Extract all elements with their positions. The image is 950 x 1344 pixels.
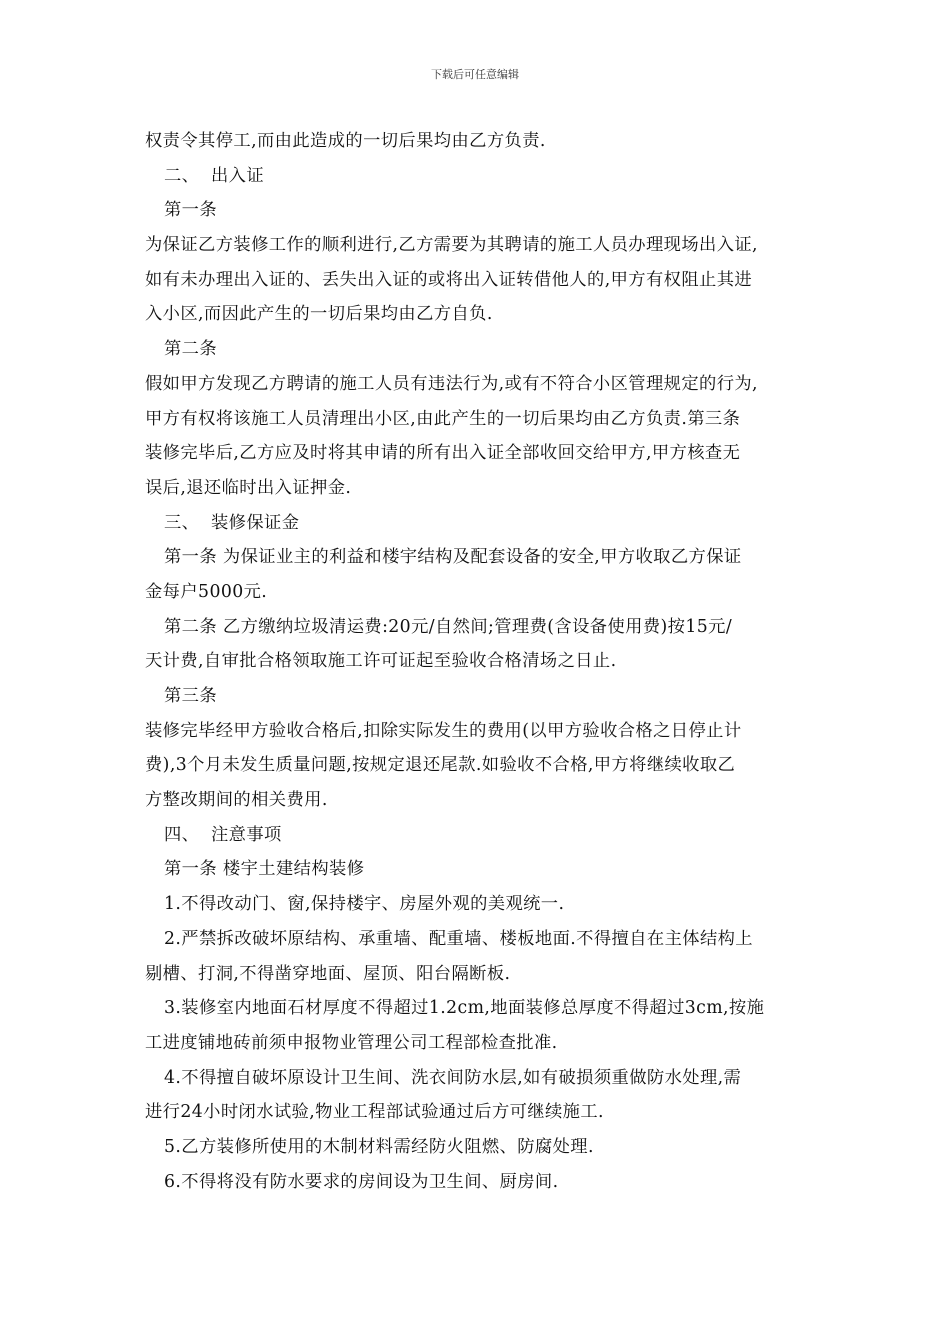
paragraph-line: 方整改期间的相关费用. <box>145 790 328 811</box>
article-heading: 第二条 <box>164 339 218 360</box>
document-body <box>145 124 815 1199</box>
paragraph-line: 误后,退还临时出入证押金. <box>145 477 352 498</box>
list-item: 4.不得擅自破坏原设计卫生间、洗衣间防水层,如有破损须重做防水处理,需 <box>164 1067 742 1088</box>
section-number: 四、 <box>164 824 200 845</box>
article-heading: 第三条 <box>164 686 218 706</box>
section-heading <box>145 818 815 853</box>
paragraph-line: 入小区,而因此产生的一切后果均由乙方自负. <box>145 304 493 325</box>
section-title: 装修保证金 <box>211 512 300 533</box>
paragraph-line: 进行24小时闭水试验,物业工程部试验通过后方可继续施工. <box>145 1102 604 1123</box>
paragraph-line: 工进度铺地砖前须申报物业管理公司工程部检查批准. <box>145 1032 558 1053</box>
list-item: 3.装修室内地面石材厚度不得超过1.2cm,地面装修总厚度不得超过3cm,按施 <box>164 998 765 1019</box>
section-heading <box>145 159 815 194</box>
paragraph-line: 剔槽、打洞,不得凿穿地面、屋顶、阳台隔断板. <box>145 963 511 984</box>
paragraph-line: 甲方有权将该施工人员清理出小区,由此产生的一切后果均由乙方负责.第三条 <box>145 408 741 429</box>
section-title: 注意事项 <box>211 824 282 845</box>
paragraph-line: 装修完毕后,乙方应及时将其申请的所有出入证全部收回交给甲方,甲方核查无 <box>145 443 741 464</box>
article-heading: 第一条 楼宇土建结构装修 <box>164 859 365 880</box>
paragraph-line: 第二条 乙方缴纳垃圾清运费:20元/自然间;管理费(含设备使用费)按15元/ <box>164 616 733 637</box>
section-number: 三、 <box>164 512 200 533</box>
paragraph-line: 如有未办理出入证的、丢失出入证的或将出入证转借他人的,甲方有权阻止其进 <box>145 269 753 290</box>
page-header: 下载后可任意编辑 <box>431 68 519 81</box>
section-title: 出入证 <box>211 165 265 186</box>
list-item: 6.不得将没有防水要求的房间设为卫生间、厨房间. <box>164 1171 559 1192</box>
paragraph-line: 假如甲方发现乙方聘请的施工人员有违法行为,或有不符合小区管理规定的行为, <box>145 373 758 394</box>
article-heading: 第一条 <box>164 200 218 221</box>
list-item: 1.不得改动门、窗,保持楼宇、房屋外观的美观统一. <box>164 894 565 915</box>
list-item: 2.严禁拆改破坏原结构、承重墙、配重墙、楼板地面.不得擅自在主体结构上 <box>164 928 753 949</box>
paragraph-line: 权责令其停工,而由此造成的一切后果均由乙方负责. <box>145 131 546 151</box>
section-number: 二、 <box>164 165 200 186</box>
paragraph-line: 费),3个月未发生质量问题,按规定退还尾款.如验收不合格,甲方将继续收取乙 <box>145 755 736 776</box>
paragraph-line: 金每户5000元. <box>145 581 268 602</box>
list-item: 5.乙方装修所使用的木制材料需经防火阻燃、防腐处理. <box>164 1136 594 1157</box>
paragraph-line: 为保证乙方装修工作的顺利进行,乙方需要为其聘请的施工人员办理现场出入证, <box>145 235 758 256</box>
paragraph-line: 第一条 为保证业主的利益和楼宇结构及配套设备的安全,甲方收取乙方保证 <box>164 547 742 568</box>
section-heading <box>145 506 815 541</box>
paragraph-line: 装修完毕经甲方验收合格后,扣除实际发生的费用(以甲方验收合格之日停止计 <box>145 720 742 741</box>
paragraph-line: 天计费,自审批合格领取施工许可证起至验收合格清场之日止. <box>145 651 617 672</box>
